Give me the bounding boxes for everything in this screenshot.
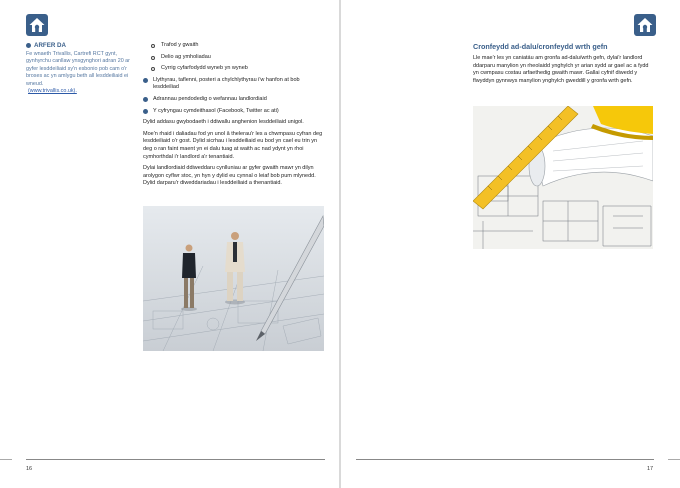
list-item: Y cyfryngau cymdeithasol (Facebook, Twitter ac ati) xyxy=(143,108,325,116)
crop-mark xyxy=(668,459,680,460)
paragraph: Moe'n rhaid i daliadau fod yn unol â thelerau'r les a chwmpasu cyfran deg lesddeiliaid o'r gost. Dylid sicrhau i lesddeiliaid eu bod yn cael eu trin yn deg o ran faint maent yn ei dalu tuag at waith ac nad ydynt yn rhoi cymhorthdal i'r landlord a'r tenantiaid. xyxy=(143,130,323,160)
circle-bullet-icon xyxy=(151,67,155,71)
good-practice-sidebar xyxy=(26,42,134,95)
bullet-icon xyxy=(143,109,148,114)
bullet-list xyxy=(143,77,325,115)
left-page xyxy=(0,0,339,488)
house-icon[interactable] xyxy=(634,14,656,36)
section-title: Cronfeydd ad-dalu/cronfeydd wrth gefn xyxy=(473,42,608,51)
footer-rule xyxy=(26,459,325,460)
sub-list xyxy=(151,42,325,73)
list-item: Delio ag ymholiadau xyxy=(151,54,325,62)
trivallis-link[interactable]: (www.trivallis.co.uk). xyxy=(28,88,77,95)
list-item: Llythyrau, taflenni, posteri a chylchlythyrau i'w hanfon at bob lesddeiliad xyxy=(143,77,325,92)
bullet-icon xyxy=(143,78,148,83)
page-number: 17 xyxy=(647,466,654,472)
section-body: Lle mae'r les yn caniatáu am gronfa ad-dalu/wrth gefn, dylai'r landlord ddarparu manylion yn rheolaidd ynghylch yr arian sydd ar gael ac a fydd yn cwmpasu costau arfaethedig gwaith mawr. Gallai cyfnif diwedd y flwyddyn gynnwys manylion ynghylch gweddill y gronfa wrth gefn. xyxy=(473,55,649,84)
crop-mark xyxy=(0,459,12,460)
circle-bullet-icon xyxy=(151,56,155,60)
list-item: Adrannau pendodedig o wefannau landlordiaid xyxy=(143,96,325,104)
bullet-icon xyxy=(143,97,148,102)
footer-rule xyxy=(356,459,654,460)
list-item: Cyrrig cyfarfodydd wyneb yn wyneb xyxy=(151,65,325,73)
main-column xyxy=(143,42,325,192)
circle-bullet-icon xyxy=(151,44,155,48)
list-item: Trafod y gwaith xyxy=(151,42,325,50)
businessmen-on-blueprint-photo xyxy=(143,206,324,351)
architect-plans-photo xyxy=(473,106,653,249)
bullet-icon xyxy=(26,43,31,48)
page-number: 16 xyxy=(26,466,33,472)
paragraph: Dylai landlordiaid ddiweddaru cynlluniau ar gyfer gwaith mawr yn dilyn arolygon cyflwr stoc, yn hyn y dylid eu cynnal o leiaf bob pum mlynedd. Dylid darparu'r diweddariadau i lesddeiliaid a thenantiaid. xyxy=(143,165,316,187)
paragraph: Dylid addasu gwybodaeth i ddiwallu anghenion lesddeiliaid unigol. xyxy=(143,119,304,126)
sidebar-heading: ARFER DA xyxy=(34,42,66,49)
house-icon[interactable] xyxy=(26,14,48,36)
sidebar-body: Fe wnaeth Trivallis, Cartrefi RCT gynt, gynhyrchu canllaw ynsgynghori adran 20 ar gyfer lesddeiliaid sy'n esbonio pob cam o'r broses ac yn amlygu beth all lesddeiliaid ei wneud. xyxy=(26,51,130,87)
